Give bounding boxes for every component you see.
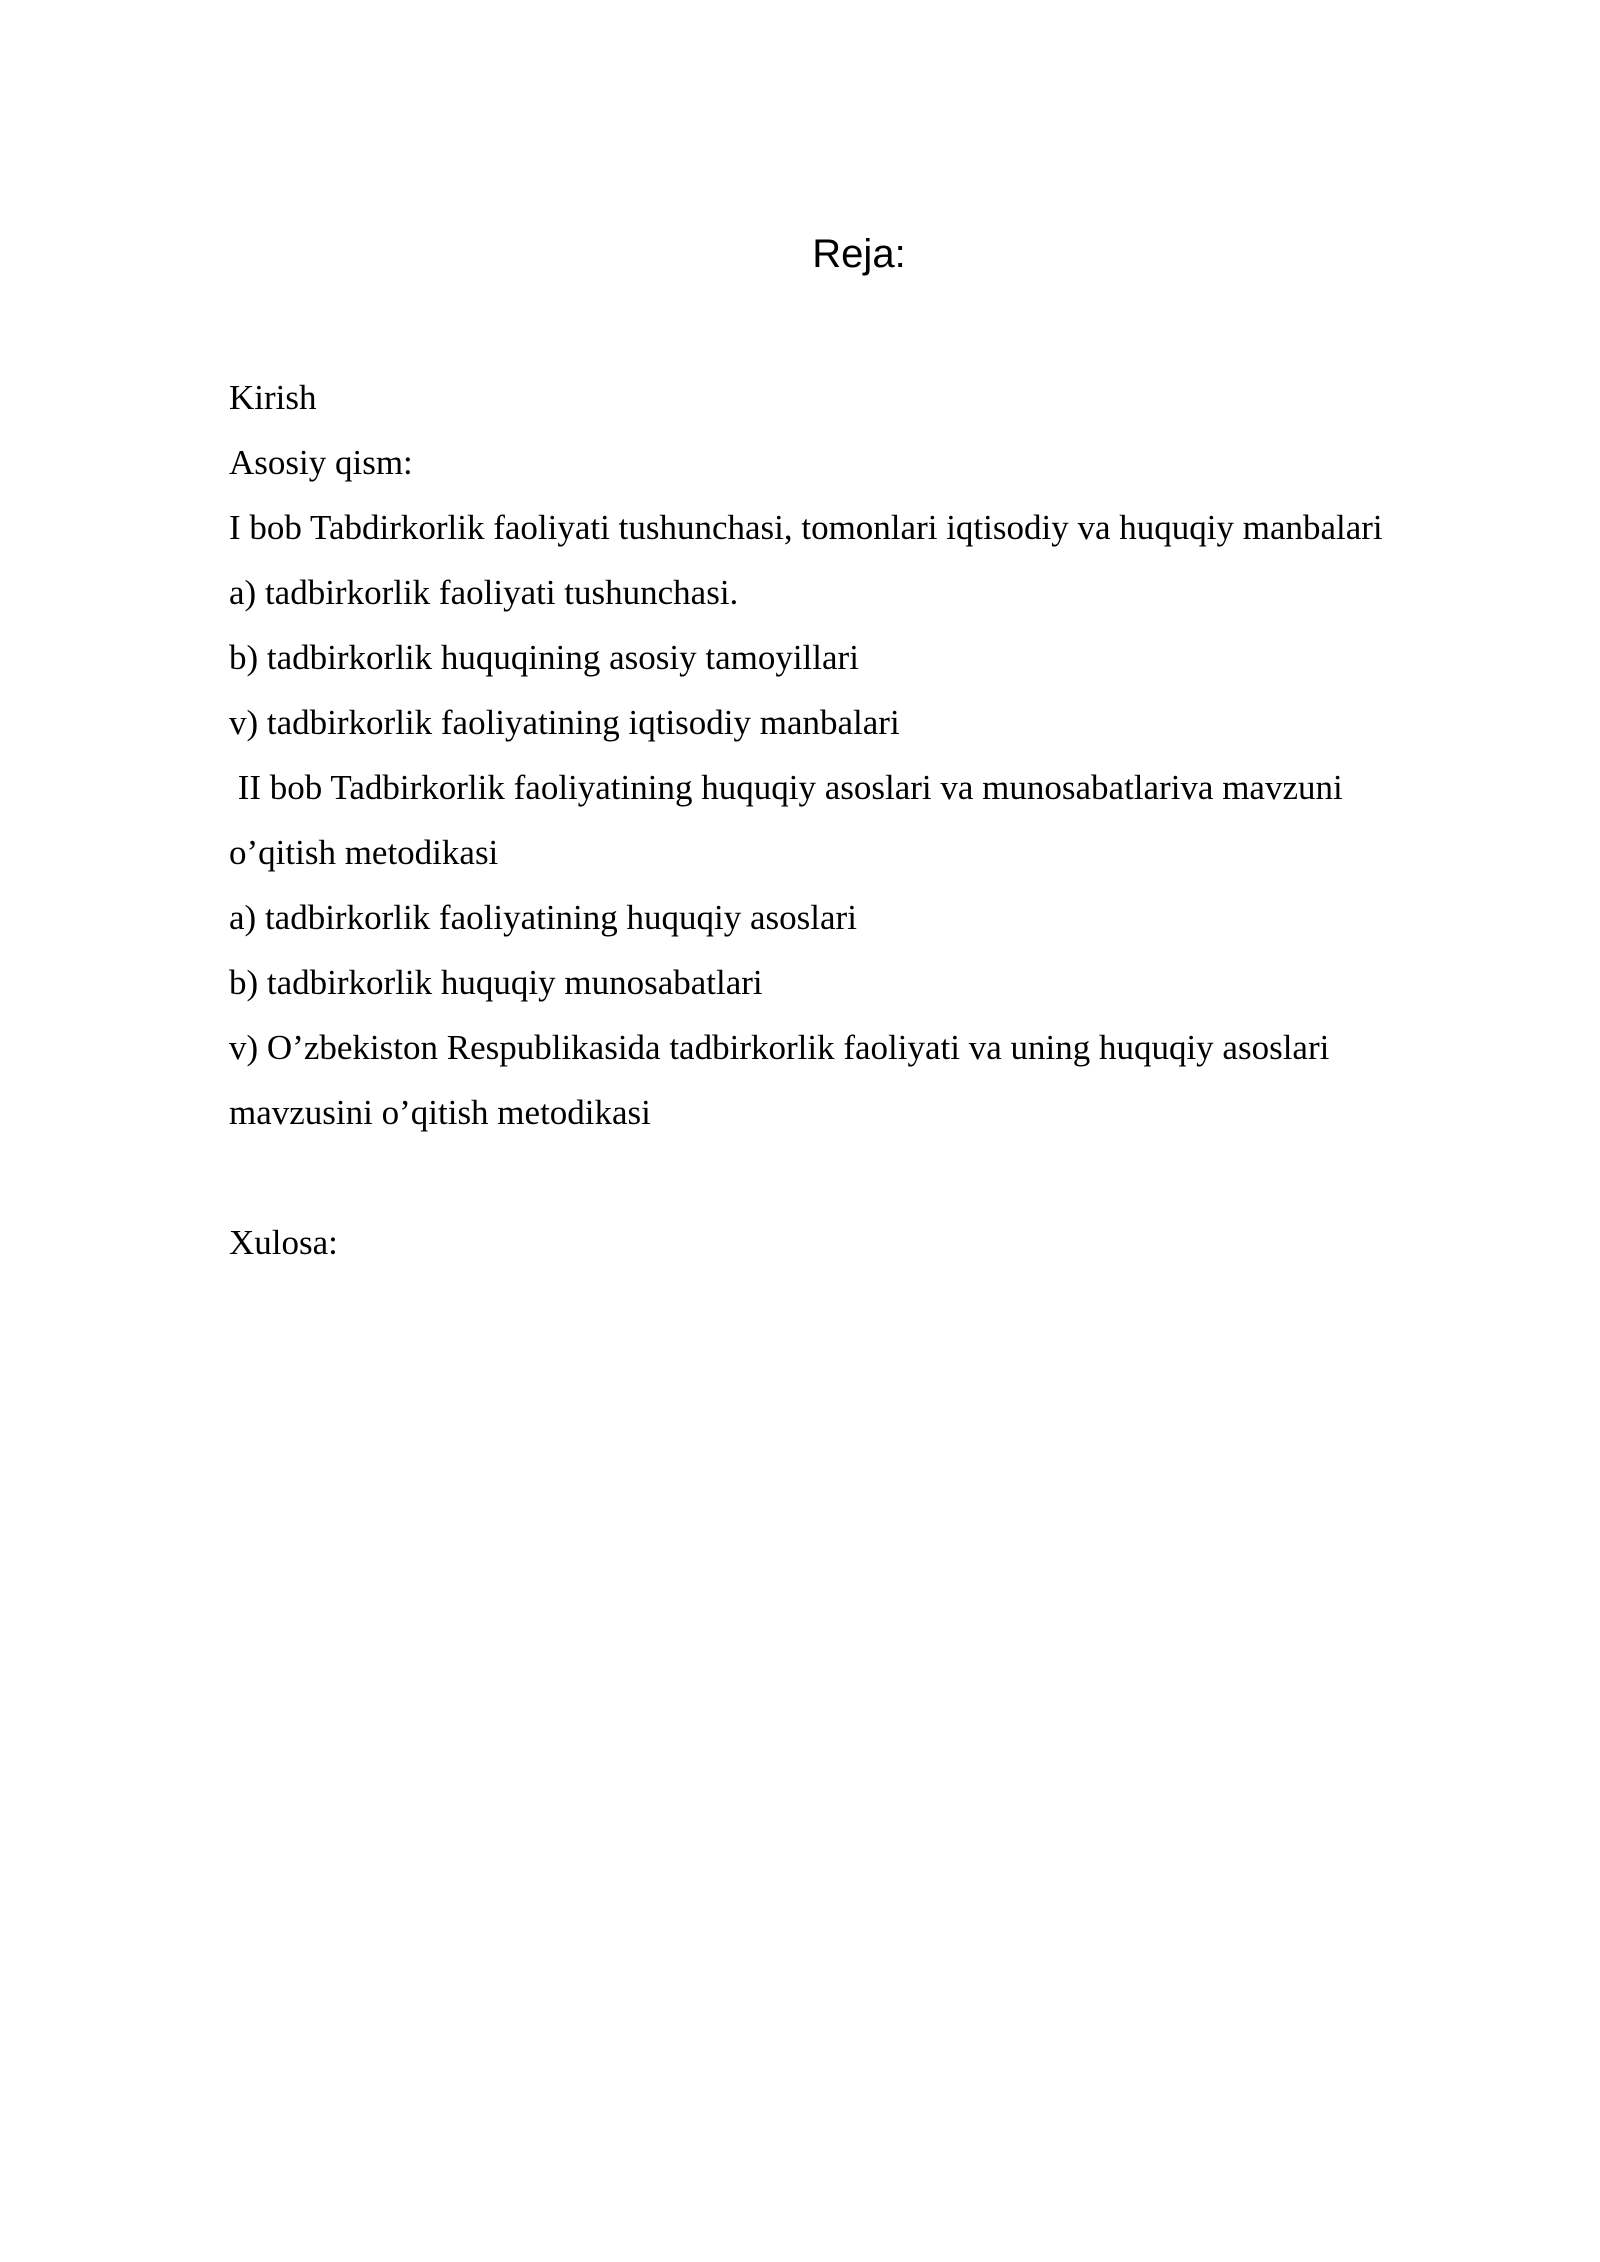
plan-item-chapter-1: I bob Tabdirkorlik faoliyati tushunchasi, tomonlari iqtisodiy va huquqiy manbalari [229, 508, 1383, 547]
plan-item-chapter-2-v: v) O’zbekiston Respublikasida tadbirkorlik faoliyati va uning huquqiy asoslari [229, 1028, 1330, 1067]
plan-item-chapter-1-v: v) tadbirkorlik faoliyatining iqtisodiy manbalari [229, 703, 900, 742]
page-title: Reja: [812, 232, 906, 276]
plan-item-introduction: Kirish [229, 378, 317, 417]
plan-item-conclusion: Xulosa: [229, 1223, 338, 1262]
plan-item-main-part: Asosiy qism: [229, 443, 413, 482]
plan-item-chapter-1-a: a) tadbirkorlik faoliyati tushunchasi. [229, 573, 739, 612]
plan-item-chapter-1-b: b) tadbirkorlik huquqining asosiy tamoyillari [229, 638, 859, 677]
plan-item-chapter-2: II bob Tadbirkorlik faoliyatining huquqiy asoslari va munosabatlariva mavzuni [229, 768, 1343, 807]
blank-line [229, 1145, 1529, 1210]
plan-item-chapter-2-b: b) tadbirkorlik huquqiy munosabatlari [229, 963, 763, 1002]
plan-list [229, 365, 1529, 1275]
plan-item-chapter-2-continued: o’qitish metodikasi [229, 833, 499, 872]
plan-item-chapter-2-v-continued: mavzusini o’qitish metodikasi [229, 1093, 651, 1132]
plan-item-chapter-2-a: a) tadbirkorlik faoliyatining huquqiy asoslari [229, 898, 857, 937]
